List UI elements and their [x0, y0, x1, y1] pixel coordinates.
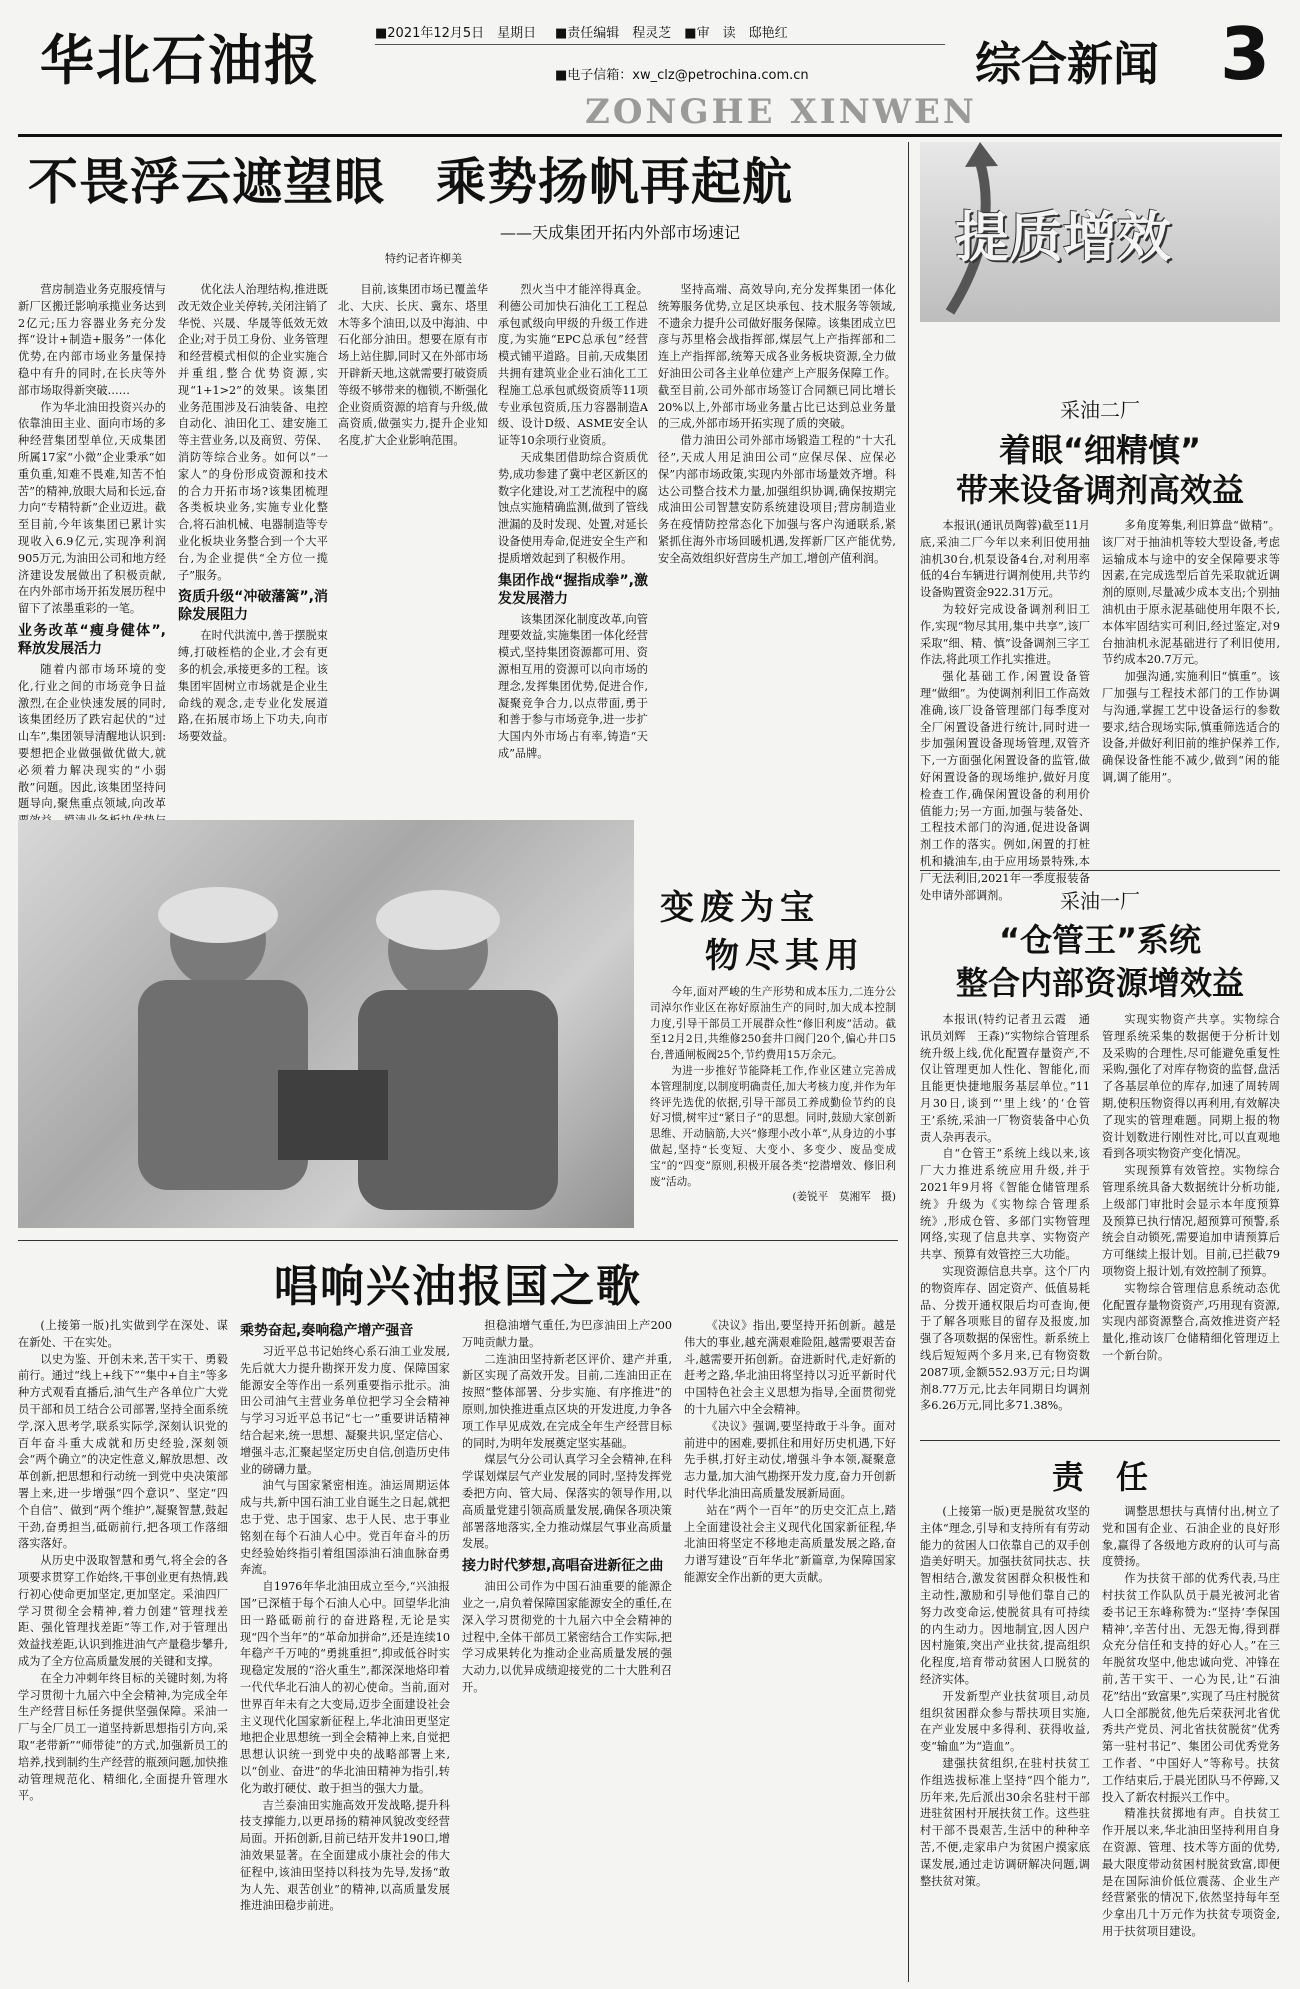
oil1-paragraph: 实现实物资产共享。实物综合管理系统采集的数据便于分析计划及采购的合理性,尽可能避免重复性采购,强化了对库存物资的监督,盘活了各基层单位的库存,加速了周转周期,使积压物资得以再利用,有效解决了现实的管理难题。同期上报的物资计划数进行刚性对比,可以直观地看到各项实物资产变化情况。 [1102, 1013, 1280, 1161]
bottom-subhead-2: 接力时代梦想,高唱奋进新征之曲 [462, 1558, 664, 1575]
page-number: 3 [1220, 12, 1271, 96]
oil2-paragraph: 为较好完成设备调剂利旧工作,实现“物尽其用,集中共享”,该厂采取“细、精、慎”设备调剂三字工作法,将此项工作扎实推进。 [920, 602, 1090, 667]
lead-paragraph: 该集团深化制度改革,向管理要效益,实施集团一体化经营模式,坚持集团资源都可用、资源相互用的资源可以向市场的理念,发挥集团优势,促进合作,凝聚竞争合力,以点带面,勇于和善于参与市场竞争,进一步扩大国内外市场占有率,铸造“天成”品牌。 [498, 612, 648, 760]
section-pinyin: ZONGHE XINWEN [585, 92, 977, 132]
oil2-paragraph: 多角度筹集,利旧算盘“做精”。该厂对于抽油机等较大型设备,考虑运输成本与途中的安全保障要求等因素,在完成选型后首先采取就近调剂的原则,尽量减少成本支出;个别抽油机由于原永泥基础使用年限不长,本体牢固结实可利旧,经过鉴定,对9台抽油机永泥基础进行了利旧使用,节约成本20.7万元。 [1102, 519, 1280, 667]
caption-paragraph: 为进一步推好节能降耗工作,作业区建立完善成本管理制度,以制度明确责任,加大考核力度,并作为年终评先选优的依据,引导干部员工养成勤俭节约的良好习惯,树牢过“紧日子”的思想。同时,鼓励大家创新思维、开动脑筋,大兴“修理小改小革”,从身边的小事做起,坚持“长变短、大变小、多变少、废品变成宝”的“四变”原则,积极开展各类“挖潜增效、修旧利废”活动。 [650, 1064, 896, 1188]
lead-column-2 [178, 282, 328, 812]
oil2-paragraph: 强化基础工作,闲置设备管理“做细”。为使调剂利旧工作高效准确,该厂设备管理部门每季度对全厂闲置设备进行统计,同时进一步加强闲置设备现场管理,双管齐下,一方面强化闲置设备的监管,做好闲置设备的现场维护,做好月度检查工作,确保闲置设备的利用价值能力;另一方面,加强与装备处、工程技术部门的沟通,促进设备调剂工作的落实。例如,闲置的打桩机和撬油车,由于应用场景特殊,本厂无法利旧,2021年一季度报装备处申请外部调剂。 [920, 670, 1090, 902]
headline-oil2-line1: 着眼“细精慎” [998, 431, 1202, 469]
duty-paragraph: (上接第一版)更是脱贫攻坚的主体“理念,引导和支持所有有劳动能力的贫困人口依靠自己的双手创造美好明天。加强扶贫同扶志、扶智相结合,激发贫困群众积极性和主动性,激励和引导他们靠自己的努力改变命运,使脱贫具有可持续的内生动力。因地制宜,因人因户因村施策,突出产业扶贫,提高组织化程度,培育带动贫困人口脱贫的经济实体。 [920, 1505, 1090, 1686]
unit-label-oil1: 采油一厂 [1060, 889, 1140, 913]
bottom-column-2 [240, 1318, 450, 1980]
bottom-paragraph: (上接第一版)扎实做到学在深处、谋在新处、干在实处。 [18, 1319, 228, 1349]
lead-subhead-2: 资质升级“冲破藩篱”,消除发展阻力 [178, 589, 328, 624]
bottom-paragraph: 以史为鉴、开创未来,苦干实干、勇毅前行。通过“线上+线下”“集中+自主”等多种方式观看直播后,油气生产各单位广大党员干部和员工结合公司部署,坚持全面系统学,深入思考学,联系实际学,深刻认识党的百年奋斗重大成就和历史经验,深刻领会“两个确立”的决定性意义,解放思想、改革创新,把思想和行动统一到党中央决策部署上来,进一步增强“四个意识”、坚定“四个自信”、做到“两个维护”,凝聚智慧,鼓起干劲,奋勇担当,砥砺前行,把各项工作落细落实落好。 [18, 1352, 228, 1551]
bottom-column-1 [18, 1318, 228, 1980]
divider-bottom [18, 1240, 898, 1241]
section-title: 综合新闻 [975, 37, 1159, 91]
issue-date: ■2021年12月5日 星期日 [375, 26, 537, 41]
editor-info: ■责任编辑 程灵芝 ■审 读 邸艳红 [555, 26, 788, 41]
lead-paragraph: 作为华北油田投资兴办的依靠油田主业、面向市场的多种经营集团型单位,天成集团所属17家“小微”企业秉承“如重负重,知难不畏难,知苦不怕苦”的精神,放眼大局和长远,奋力向“专精特新”企业迈进。截至目前,今年该集团已累计实现收入6.9亿元,实现净利润905万元,为油田公司和地方经济建设发展做出了积极贡献,在内外部市场开拓发展历程中留下了浓墨重彩的一笔。 [18, 400, 166, 616]
lead-paragraph: 烈火当中才能淬得真金。利德公司加快石油化工工程总承包贰级向甲级的升级工作进度,为实施“EPC总承包”经营模式铺平道路。目前,天成集团共拥有建筑业企业石油化工工程施工总承包贰级资质等11项专业承包资质,压力容器制造A级、设计D级、ASME安全认证等10余项行业资质。 [498, 283, 648, 448]
bottom-paragraph: 油田公司作为中国石油重要的能源企业之一,肩负着保障国家能源安全的重任,在深入学习贯彻党的十九届六中全会精神的过程中,全体干部员工紧密结合工作实际,把学习成果转化为推动企业高质量发展的强大动力,以优异成绩迎接党的二十大胜利召开。 [462, 1580, 672, 1694]
oil2-paragraph: 加强沟通,实施利旧“慎重”。该厂加强与工程技术部门的工作协调与沟通,掌握工艺中设备运行的参数要求,结合现场实际,慎重筛选适合的设备,并做好利旧前的维护保养工作,确保设备性能不减少,做到“闲的能调,调了能用”。 [1102, 670, 1280, 784]
lead-subtitle: ——天成集团开拓内外部市场速记 [500, 223, 741, 242]
oil2-column-1 [920, 518, 1090, 902]
oil1-paragraph: 实现资源信息共享。这个厂内的物资库存、固定资产、低值易耗品、分拨开通权限后均可查询,便于了解各项账目的留存及报废,加强了各项数据的保密性。新系统上线后短短两个多月来,已有物资数2087项,金额552.93万元;日均调剂8.77万元,比去年同期日均调剂多6.26万元,同比多71.38%。 [920, 1264, 1090, 1413]
unit-label-oil2: 采油二厂 [1060, 398, 1140, 422]
bottom-paragraph: 站在“两个一百年”的历史交汇点上,踏上全面建设社会主义现代化国家新征程,华北油田将坚定不移地走高质量发展之路,奋力谱写建设“百年华北”新篇章,为保障国家能源安全作出新的更大贡献。 [684, 1503, 896, 1584]
photo-credit: (姜锐平 莫湘军 摄) [792, 1191, 896, 1204]
lead-paragraph: 天成集团借助综合资质优势,成功参建了冀中老区新区的数字化建设,对工艺流程中的腐蚀点实施精确监测,做到了管线泄漏的及时发现、处置,对延长设备使用寿命,促进安全生产和提质增效起到了积极作用。 [498, 450, 648, 565]
oil1-paragraph: 实物综合管理信息系统动态优化配置存量物资资产,巧用现有资源,实现内部资源整合,高效推进资产轻量化,推动该厂仓储精细化管理迈上一个新台阶。 [1102, 1281, 1280, 1362]
oil2-paragraph: 本报讯(通讯员陶蓉)截至11月底,采油二厂今年以来利旧使用抽油机30台,机泵设备4台,对利用率低的4台车辆进行调剂使用,共节约设备购置资金922.31万元。 [920, 519, 1090, 600]
photo-title-line1: 变废为宝 [660, 888, 820, 928]
lead-byline: 特约记者许柳美 [385, 252, 462, 265]
divider-oil1 [920, 870, 1280, 871]
caption-paragraph: 今年,面对严峻的生产形势和成本压力,二连分公司淖尔作业区在祢好原油生产的同时,加大成本控制力度,引导干部员工开展群众性“修旧利废”活动。截至12月2日,共维修250套井口阀门20个,偏心井口5台,普通闸板阀25个,节约费用15万余元。 [650, 986, 896, 1062]
lead-subhead-3: 集团作战“握指成拳”,激发发展潜力 [498, 572, 648, 607]
lead-paragraph: 在时代洪流中,善于摆脱束缚,打破桎梏的企业,才会有更多的机会,承接更多的工程。该集团牢固树立市场就是企业生命线的观念,走专业化发展道路,在拓展市场上下功夫,向市场要效益。 [178, 629, 328, 744]
oil1-column-2 [1102, 1012, 1280, 1432]
bottom-paragraph: 担稳油增气重任,为巴彦油田上产200万吨贡献力量。 [462, 1319, 672, 1349]
duty-paragraph: 开发新型产业扶贫项目,动员组织贫困群众参与帮扶项目实施,在产业发展中多得利、获得收益,变“输血”为“造血”。 [920, 1689, 1090, 1754]
bottom-headline: 唱响兴油报国之歌 [274, 1261, 642, 1312]
lead-column-1 [18, 282, 166, 812]
bottom-subhead-1: 乘势奋起,奏响稳产增产强音 [240, 1323, 414, 1339]
headline-oil2-line2: 带来设备调剂高效益 [955, 471, 1244, 509]
duty-headline: 责 任 [1051, 1458, 1148, 1496]
headline-oil1-line1: “仓管王”系统 [998, 921, 1202, 959]
lead-paragraph: 目前,该集团市场已覆盖华北、大庆、长庆、冀东、塔里木等多个油田,以及中海油、中石化部分油田。想要在原有市场上站住脚,同时又在外部市场开辟新天地,这就需要打破资质等级不够带来的枷锁,不断强化企业资质资源的培育与升级,做高资质,做强实力,提升企业知名度,扩大企业影响范围。 [338, 283, 488, 448]
editor-email: ■电子信箱：xw_clz@petrochina.com.cn [555, 68, 809, 83]
bottom-paragraph: 油气与国家紧密相连。油运周期运体成与共,新中国石油工业自诞生之日起,就把忠于党、忠于国家、忠于人民、忠于事业铭刻在每个石油人心中。党百年奋斗的历史经验始终指引着组国添油石油血脉奋勇奔流。 [240, 1479, 450, 1577]
photo-title-line2: 物尽其用 [705, 936, 865, 976]
bottom-paragraph: 习近平总书记始终心系石油工业发展,先后就大力提升勘探开发力度、保障国家能源安全等作出一系列重要指示批示。油田公司油气主营业务单位把学习全会精神与学习习近平总书记“七一”重要讲话精神结合起来,统一思想、凝聚共识,坚定信心、增强斗志,汇聚起坚定历史自信,创造历史伟业的磅礴力量。 [240, 1345, 450, 1476]
divider-duty [920, 1440, 1280, 1441]
bottom-paragraph: 吉兰泰油田实施高效开发战略,提升科技支撑能力,以更昂扬的精神风貌改变经营局面。开拓创新,目前已结开发井190口,增油效果显著。在全面建成小康社会的伟大征程中,该油田坚持以科技为先导,发扬“敢为人先、艰苦创业”的精神,以高质量发展推进油田稳步前进。 [240, 1798, 450, 1913]
duty-column-2 [1102, 1504, 1280, 1980]
photo-caption [650, 985, 896, 1228]
lead-subhead-1: 业务改革“瘦身健体”,释放发展活力 [18, 622, 166, 657]
duty-column-1 [920, 1504, 1090, 1980]
masthead-divider [375, 44, 945, 45]
oil1-paragraph: 本报讯(特约记者丑云霞 通讯员刘辉 王森)“实物综合管理系统升级上线,优化配置存量资产,不仅让管理更加人性化、智能化,而且能更快捷地服务基层单位。”11月30日,谈到“‘里上线’的‘仓管王’系统,采油一厂物资装备中心负责人杂再表示。 [920, 1013, 1090, 1144]
oil1-column-1 [920, 1012, 1090, 1432]
lead-paragraph: 坚持高端、高效导向,充分发挥集团一体化统筹服务优势,立足区块承包、技术服务等领域,不遗余力提升公司做好服务保障。该集团成立巴彦与苏里格会战指挥部,煤层气上产指挥部和二连上产指挥部,统筹天成各业务板块资源,全力做好油田公司各主业单位建产上产服务保障工作。截至目前,公司外部市场签订合同额已同比增长20%以上,外部市场业务量占比已达到总业务量的三成,外部市场开拓实现了质的突破。 [658, 283, 896, 431]
lead-paragraph: 优化法人治理结构,推进既改无效企业关停转,关闭注销了华悦、兴晟、华晟等低效无效企业;对于员工身份、业务管理和经营模式相似的企业实施合并重组,整合优势资源,实现“1+1>2”的效果。该集团业务范围涉及石油装备、电控自动化、油田化工、建安施工等主营业务,以及商贸、劳保、消防等综合业务。如何以“一家人”的身份形成资源和技术的合力开拓市场?该集团梳理各类板块业务,实施专业化整合,将石油机械、电器制造等专业化板块业务整合到一个大平台,为企业提供“全方位一揽子”服务。 [178, 283, 328, 582]
bottom-paragraph: 《决议》强调,要坚持敢于斗争。面对前进中的困难,要抓住和用好历史机遇,下好先手棋,打好主动仗,增强斗争本领,凝聚意志力量,加大油气勘探开发力度,奋力开创新时代华北油田高质量发展新局面。 [684, 1419, 896, 1500]
bottom-paragraph: 从历史中汲取智慧和勇气,将全会的各项要求贯穿工作始终,干事创业更有热情,践行初心使命更加坚定,更加坚定。采油四厂学习贯彻全会精神,着力创建“管理找差距、强化管理找差距”等工作,对于管理出效益找差距,认识到推进油气产量稳步攀升,成为了全方位高质量发展的关键和支撑。 [18, 1554, 228, 1668]
lead-paragraph: 随着内部市场环境的变化,行业之间的市场竞争日益激烈,在企业快速发展的同时,该集团经历了跌宕起伏的“过山车”,集团领导清醒地认识到:要想把企业做强做优做大,就必须着力解决现实的“小弱散”问题。因此,该集团坚持问题导向,聚焦重点领域,向改革 [18, 662, 166, 811]
oil2-column-2 [1102, 518, 1280, 863]
lead-paragraph: 营房制造业务克服疫情与新厂区搬迁影响承揽业务达到2亿元;压力容器业务充分发挥“设计+制造+服务”一体化优势,在内部市场业务量保持稳中有升的同时,在长庆等外部市场取得新突破…… [18, 283, 166, 397]
workers-illustration [18, 820, 634, 1228]
newspaper-logo: 华北石油报 [40, 28, 320, 92]
lead-column-3 [338, 282, 488, 812]
duty-paragraph: 建强扶贫组织,在驻村扶贫工作组选拔标准上坚持“四个能力”,历年来,先后派出30余名驻村干部进驻贫困村开展扶贫工作。这些驻村干部不畏艰苦,生活中的种种辛苦,不便,走家串户为贫困户摸家底谋发展,通过走访调研解决问题,调整扶贫对策。 [920, 1756, 1090, 1888]
bottom-paragraph: 《决议》指出,要坚持开拓创新。越是伟大的事业,越充满艰难险阻,越需要艰苦奋斗,越需要开拓创新。奋进新时代,走好新的赶考之路,华北油田将坚持以习近平新时代中国特色社会主义思想为指导,全面贯彻党的十九届六中全会精神。 [684, 1319, 896, 1416]
workers-photo [18, 820, 634, 1228]
duty-paragraph: 调整思想扶与真情付出,树立了党和国有企业、石油企业的良好形象,赢得了各级地方政府的认可与高度赞扬。 [1102, 1505, 1280, 1569]
oil1-paragraph: 实现预算有效管控。实物综合管理系统具备大数据统计分析功能,上级部门审批时会显示本年度预算及预算已执行情况,超预算可预警,系统会自动锁死,需要追加申请预算后方可继续上报计划。目前,已拦截79项物资上报计划,有效控制了预算。 [1102, 1164, 1280, 1278]
oil1-paragraph: 自“仓管王”系统上线以来,该厂大力推进系统应用升级,并于2021年9月将《智能仓储管理系统》升级为《实物综合管理系统》,形成仓管、多部门实物管理网络,实现了信息共享、实物资产共享、预算有效管控三大功能。 [920, 1147, 1090, 1262]
headline-oil1-line2: 整合内部资源增效益 [955, 964, 1244, 1002]
column-separator [908, 142, 909, 1982]
lead-column-4 [498, 282, 648, 812]
masthead-rule [18, 134, 1282, 137]
lead-headline: 不畏浮云遮望眼 乘势扬帆再起航 [28, 153, 793, 211]
bottom-paragraph: 煤层气分公司认真学习全会精神,在科学谋划煤层气产业发展的同时,坚持发挥党委把方向、管大局、保落实的领导作用,以高质量党建引领高质量发展,确保各项决策部署落地落实,全力推动煤层气事业高质量发展。 [462, 1453, 672, 1551]
bottom-column-4 [684, 1318, 896, 1980]
banner-text: 提质增效 [955, 206, 1171, 269]
duty-paragraph: 精准扶贫掷地有声。自扶贫工作开展以来,华北油田坚持利用自身在资源、管理、技术等方面的优势,最大限度带动贫困村脱贫致富,即便是在国际油价低位震荡、企业生产经营紧张的情况下,依然坚持每年至少拿出几十万元作为扶贫专项资金,用于扶贫项目建设。 [1102, 1807, 1280, 1938]
bottom-paragraph: 在全力冲刺年终目标的关键时刻,为将学习贯彻十九届六中全会精神,为完成全年生产经营目标任务提供坚强保障。采油一厂与全厂员工一道坚持新思想指引方向,采取“老带新”“师带徒”的方式,加强新员工的培养,找到制约生产经营的瓶颈问题,加快推动管理规范化、精细化,全面提升管理水平。 [18, 1671, 228, 1803]
bottom-column-3 [462, 1318, 672, 1980]
lead-column-5 [658, 282, 896, 812]
bottom-paragraph: 自1976年华北油田成立至今,“兴油报国”已深植于每个石油人心中。回望华北油田一路砥砺前行的奋进路程,无论是实现“四个当年”的“革命加拼命”,还是连续10年稳产千万吨的“勇挑重担”,抑或低谷时实现稳定发展的“浴火重生”,都深深地烙印着一代代华北石油人的初心使命。当前,面对世界百年未有之大变局,迈步全面建设社会主义现代化国家新征程上,华北油田更坚定地把企业思想统一到全会精神上来,自觉把思想认识统一到党中央的战略部署上来,以“创业、奋进”的华北油田精神为指引,转化为敢打硬仗、敢于担当的强大力量。 [240, 1580, 450, 1795]
lead-paragraph: 借力油田公司外部市场锻造工程的“十大孔径”,天成人用足油田公司“应保尽保、应保必保”内部市场政策,实现内外部市场量效齐增。科达公司整合技术力量,加强组织协调,确保按期完成油田公司智慧安防系统建设项目;营房制造业务在疫情防控常态化下加强与客户沟通联系,紧紧抓住海外市场回暖机遇,发挥新厂区产能优势,安全高效组织好营房生产加工,增创产值利润。 [658, 434, 896, 565]
duty-paragraph: 作为扶贫干部的优秀代表,马庄村扶贫工作队队员于晨光被河北省委书记王东峰称赞为:“坚持‘李保国精神’,辛苦付出、无怨无悔,得到群众充分信任和支持的好心人。”在三年脱贫攻坚中,他忠诚向党、冲锋在前,苦干实干、一心为民,让“石油花”结出“致富果”,实现了马庄村脱贫人口全部脱贫,他先后荣获河北省优秀共产党员、河北省扶贫脱贫“优秀第一驻村书记”、集团公司优秀党务工作者、“中国好人”等称号。扶贫工作结束后,于晨光团队马不停蹄,又投入了新农村振兴工作中。 [1102, 1572, 1280, 1804]
bottom-paragraph: 二连油田坚持新老区评价、建产并重,新区实现了高效开发。目前,二连油田正在按照“整体部署、分步实施、有序推进”的原则,加快推进重点区块的开发进度,力争各项工作早见成效,在完成全年生产经营目标的同时,为明年发展奠定坚实基础。 [462, 1352, 672, 1450]
